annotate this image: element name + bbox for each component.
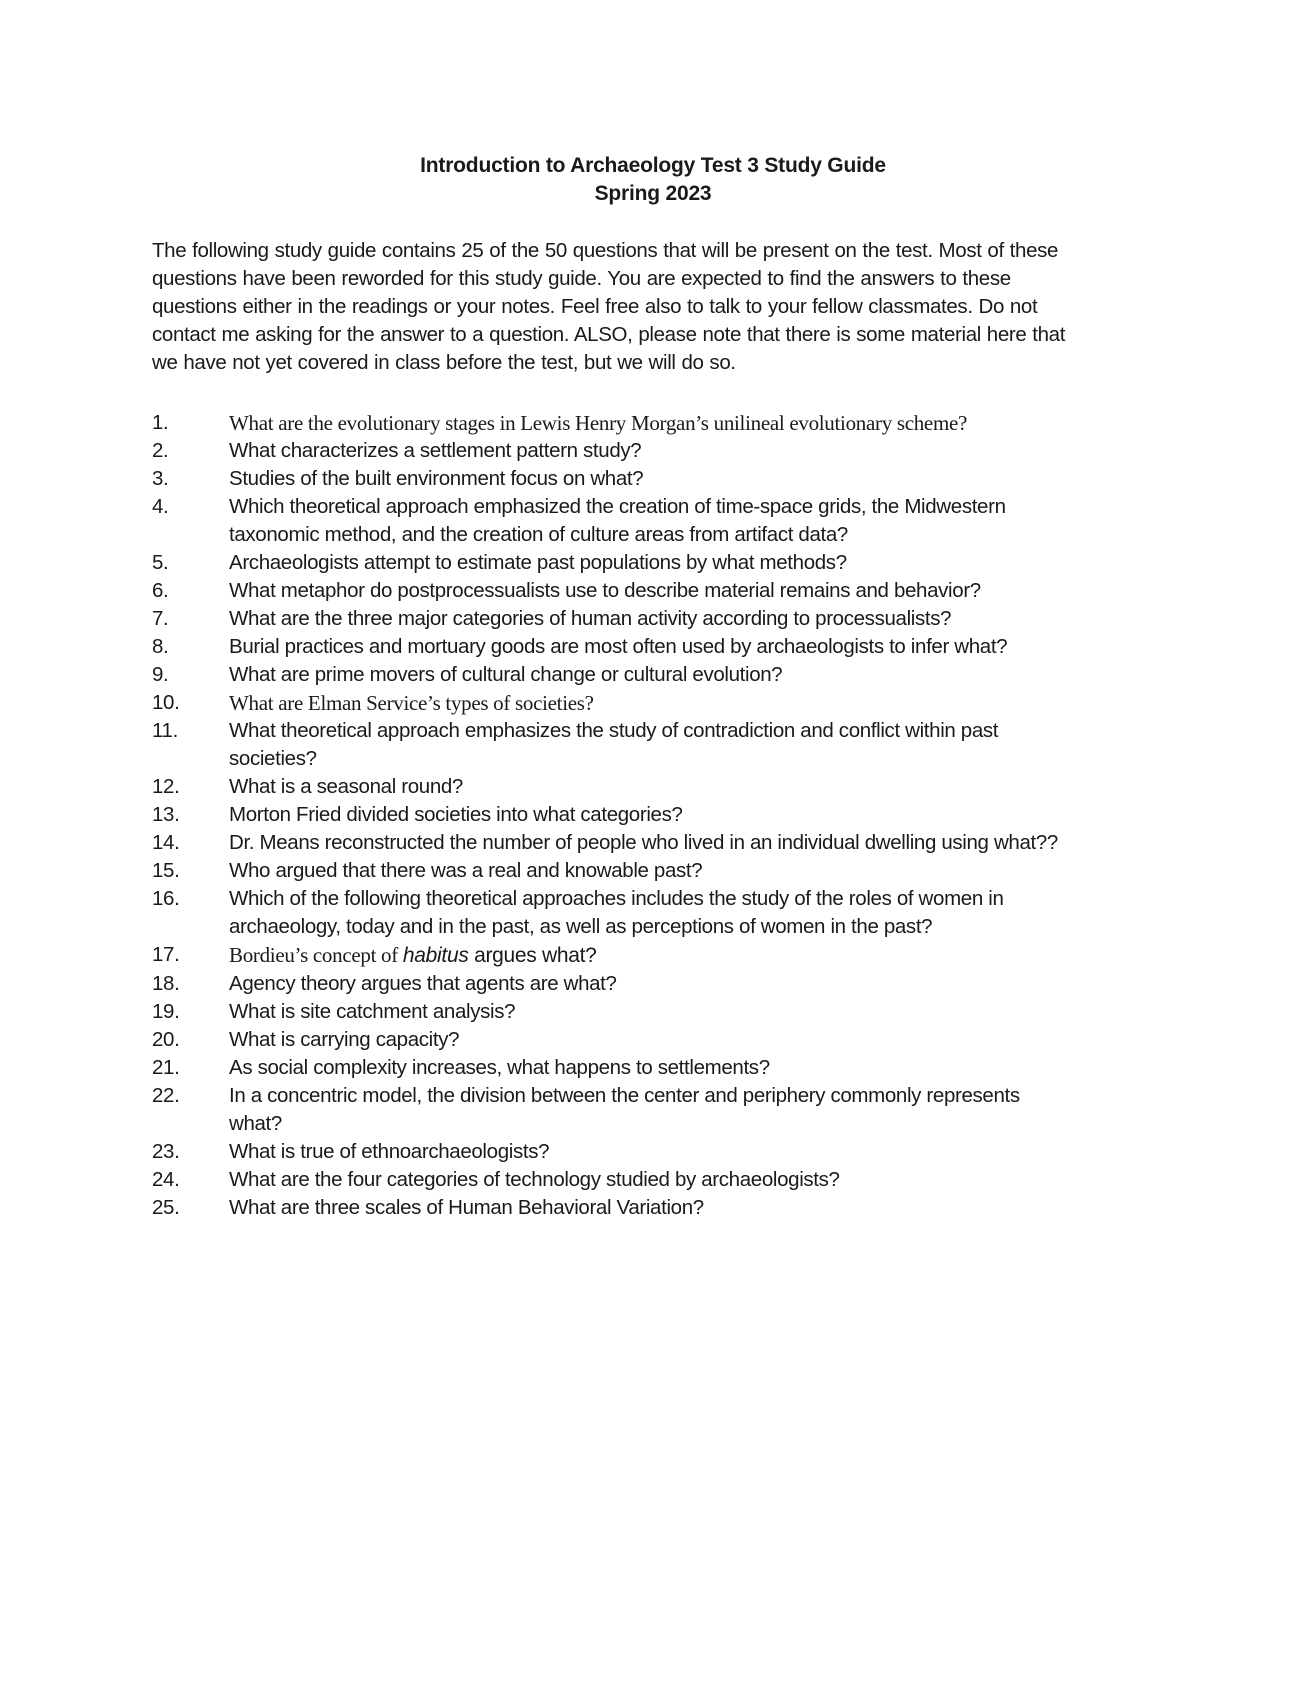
question-number: 12. <box>152 775 180 798</box>
question-number: 9. <box>152 663 169 686</box>
question-number: 8. <box>152 635 169 658</box>
question-text: In a concentric model, the division between the center and periphery commonly represents what? <box>229 1084 1020 1135</box>
question-number: 20. <box>152 1028 180 1051</box>
question-text: Which of the following theoretical approaches includes the study of the roles of women in archaeology, today and in the past, as well as perceptions of women in the past? <box>229 887 1004 938</box>
question-number: 1. <box>152 411 169 434</box>
question-item <box>152 1166 1152 1194</box>
question-text: Studies of the built environment focus on what? <box>229 467 644 490</box>
question-item <box>152 605 1152 633</box>
question-number: 25. <box>152 1196 180 1219</box>
question-item <box>152 1138 1152 1166</box>
title-block <box>0 152 1306 208</box>
question-item <box>152 437 1152 465</box>
question-text: What are prime movers of cultural change or cultural evolution? <box>229 663 783 686</box>
question-number: 19. <box>152 1000 180 1023</box>
question-number: 11. <box>152 719 178 742</box>
question-text: What theoretical approach emphasizes the study of contradiction and conflict within past societies? <box>229 719 999 770</box>
question-text: Who argued that there was a real and knowable past? <box>229 859 703 882</box>
intro-line: questions either in the readings or your notes. Feel free also to talk to your fellow classmates. Do not <box>152 295 1038 318</box>
question-text-part: Bordieu’s concept of <box>229 943 403 967</box>
question-item <box>152 1026 1152 1054</box>
question-text: What is carrying capacity? <box>229 1028 460 1051</box>
question-number: 7. <box>152 607 169 630</box>
question-text: Burial practices and mortuary goods are most often used by archaeologists to infer what? <box>229 635 1008 658</box>
intro-paragraph <box>152 237 1152 377</box>
question-item <box>152 577 1152 605</box>
question-item <box>152 970 1152 998</box>
question-text: Archaeologists attempt to estimate past populations by what methods? <box>229 551 847 574</box>
question-text: What are the evolutionary stages in Lewis Henry Morgan’s unilineal evolutionary scheme? <box>229 411 968 435</box>
question-text: Which theoretical approach emphasized the creation of time-space grids, the Midwestern taxonomic method, and the creation of culture areas from artifact data? <box>229 495 1006 546</box>
question-number: 2. <box>152 439 169 462</box>
intro-line: The following study guide contains 25 of the 50 questions that will be present on the test. Most of these <box>152 239 1059 262</box>
question-item <box>152 1082 1152 1138</box>
question-text: What are the four categories of technology studied by archaeologists? <box>229 1168 840 1191</box>
question-number: 3. <box>152 467 169 490</box>
question-number: 16. <box>152 887 180 910</box>
question-number: 21. <box>152 1056 180 1079</box>
question-text: Agency theory argues that agents are what? <box>229 972 617 995</box>
question-item <box>152 801 1152 829</box>
question-text-part: argues what? <box>468 944 597 967</box>
question-item <box>152 885 1152 941</box>
question-text: What is site catchment analysis? <box>229 1000 516 1023</box>
question-item <box>152 689 1152 717</box>
question-number: 6. <box>152 579 169 602</box>
question-text: What is true of ethnoarchaeologists? <box>229 1140 550 1163</box>
question-number: 23. <box>152 1140 180 1163</box>
question-text: Dr. Means reconstructed the number of people who lived in an individual dwelling using what?? <box>229 831 1058 854</box>
document-subtitle: Spring 2023 <box>594 182 712 205</box>
question-number: 5. <box>152 551 169 574</box>
question-text: What characterizes a settlement pattern study? <box>229 439 642 462</box>
question-text: What are three scales of Human Behavioral Variation? <box>229 1196 704 1219</box>
question-item <box>152 549 1152 577</box>
question-number: 18. <box>152 972 180 995</box>
question-number: 15. <box>152 859 180 882</box>
question-item <box>152 633 1152 661</box>
question-item <box>152 857 1152 885</box>
question-item <box>152 409 1152 437</box>
intro-line: we have not yet covered in class before the test, but we will do so. <box>152 351 736 374</box>
question-item <box>152 773 1152 801</box>
question-text: As social complexity increases, what happens to settlements? <box>229 1056 770 1079</box>
question-item <box>152 998 1152 1026</box>
question-number: 17. <box>152 943 180 966</box>
question-item <box>152 1194 1152 1222</box>
question-item <box>152 717 1152 773</box>
question-item <box>152 1054 1152 1082</box>
question-number: 14. <box>152 831 180 854</box>
question-text: Morton Fried divided societies into what categories? <box>229 803 683 826</box>
question-number: 10. <box>152 691 180 714</box>
question-item <box>152 661 1152 689</box>
question-number: 24. <box>152 1168 180 1191</box>
document-title: Introduction to Archaeology Test 3 Study Guide <box>420 154 886 177</box>
question-item <box>152 465 1152 493</box>
intro-line: contact me asking for the answer to a question. ALSO, please note that there is some material here that <box>152 323 1066 346</box>
question-item <box>152 941 1152 970</box>
question-item <box>152 493 1152 549</box>
question-number: 4. <box>152 495 169 518</box>
question-number: 13. <box>152 803 180 826</box>
question-item <box>152 829 1152 857</box>
question-text: What are Elman Service’s types of societies? <box>229 691 594 715</box>
question-text: What are the three major categories of human activity according to processualists? <box>229 607 952 630</box>
question-text: What metaphor do postprocessualists use to describe material remains and behavior? <box>229 579 981 602</box>
question-number: 22. <box>152 1084 180 1107</box>
question-text: What is a seasonal round? <box>229 775 463 798</box>
intro-line: questions have been reworded for this study guide. You are expected to find the answers to these <box>152 267 1011 290</box>
question-text <box>229 941 1152 970</box>
question-list <box>152 409 1152 1222</box>
question-text-emphasis: habitus <box>402 944 469 967</box>
